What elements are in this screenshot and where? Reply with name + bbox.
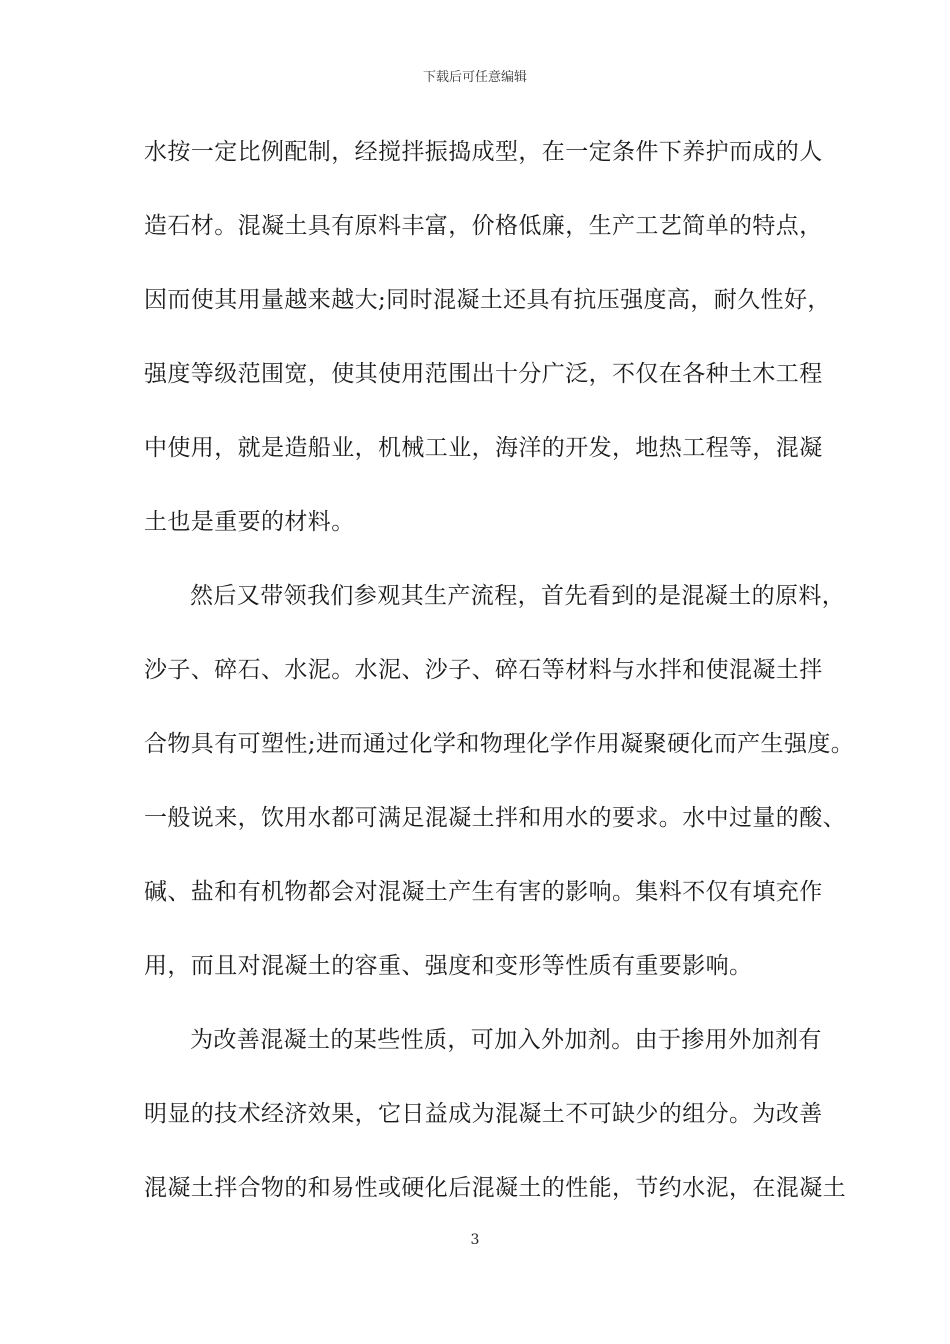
- paragraph-3: [144, 1020, 846, 1242]
- paragraph-2: [144, 576, 855, 1020]
- text-line: 合物具有可塑性;进而通过化学和物理化学作用凝聚硬化而产生强度。: [144, 731, 855, 757]
- text-line: 然后又带领我们参观其生产流程，首先看到的是混凝土的原料，: [190, 583, 846, 609]
- text-line: 因而使其用量越来越大;同时混凝土还具有抗压强度高，耐久性好，: [144, 287, 831, 313]
- text-line: 一般说来，饮用水都可满足混凝土拌和用水的要求。水中过量的酸、: [144, 805, 846, 831]
- text-line: 碱、盐和有机物都会对混凝土产生有害的影响。集料不仅有填充作: [144, 879, 823, 905]
- text-line: 沙子、碎石、水泥。水泥、沙子、碎石等材料与水拌和使混凝土拌: [144, 657, 823, 683]
- text-line: 土也是重要的材料。: [144, 509, 355, 535]
- page-number: 3: [470, 1232, 480, 1248]
- text-line: 中使用，就是造船业，机械工业，海洋的开发，地热工程等，混凝: [144, 435, 823, 461]
- text-line: 强度等级范围宽，使其使用范围出十分广泛，不仅在各种土木工程: [144, 361, 823, 387]
- text-line: 用，而且对混凝土的容重、强度和变形等性质有重要影响。: [144, 953, 753, 979]
- text-line: 为改善混凝土的某些性质，可加入外加剂。由于掺用外加剂有: [190, 1027, 822, 1053]
- body-text: [144, 132, 855, 1242]
- text-line: 造石材。混凝土具有原料丰富，价格低廉，生产工艺简单的特点，: [144, 213, 823, 239]
- text-line: 明显的技术经济效果，它日益成为混凝土不可缺少的组分。为改善: [144, 1101, 823, 1127]
- paragraph-1: [144, 132, 831, 576]
- page-header: 下载后可任意编辑: [422, 70, 527, 85]
- text-line: 水按一定比例配制，经搅拌振捣成型，在一定条件下养护而成的人: [144, 139, 823, 165]
- text-line: 混凝土拌合物的和易性或硬化后混凝土的性能，节约水泥，在混凝土: [144, 1175, 846, 1201]
